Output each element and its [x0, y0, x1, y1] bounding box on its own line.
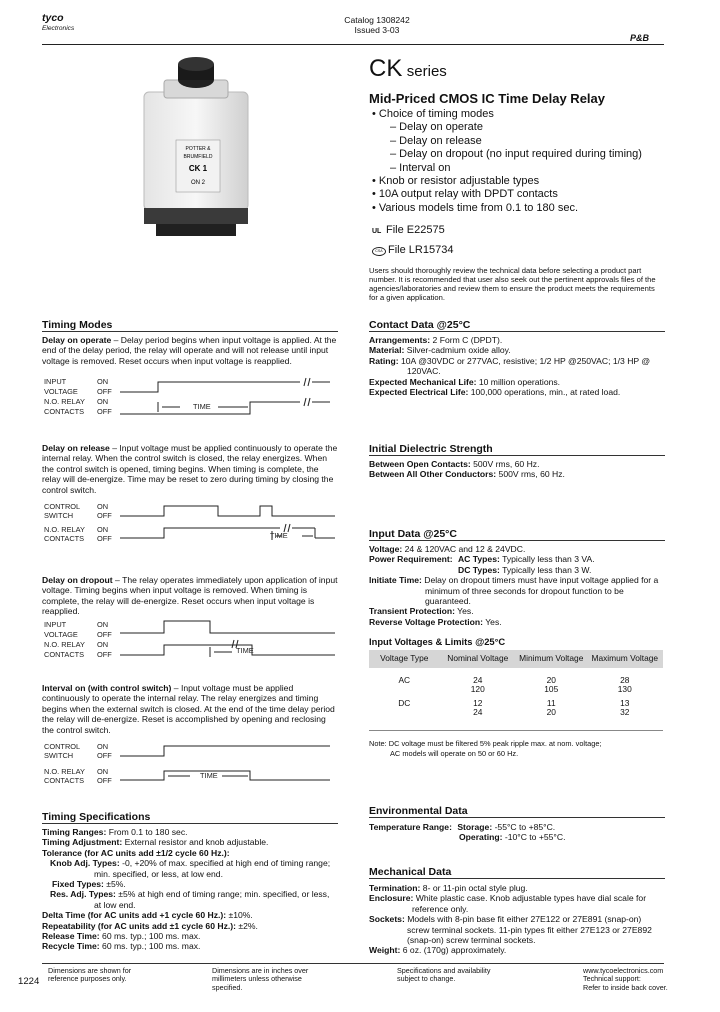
diagram-label: N.O. RELAY: [44, 640, 85, 649]
diagram-label: CONTACTS: [44, 776, 85, 785]
time-label: TIME: [193, 402, 211, 411]
footer-note-3: Specifications and availability subject to change.: [397, 966, 491, 984]
issue-date: Issued 3-03: [354, 25, 400, 35]
diagram-state: ON: [97, 767, 109, 776]
product-title: Mid-Priced CMOS IC Time Delay Relay: [369, 91, 605, 106]
series-heading: [369, 56, 447, 85]
time-label: TIME: [236, 646, 254, 655]
ul-icon: UL: [372, 228, 382, 235]
catalog-number: Catalog 1308242: [344, 15, 410, 25]
section-rule: [369, 455, 665, 456]
timing-modes-title: Timing Modes: [42, 319, 113, 331]
relay-label-line-2: BRUMFIELD: [183, 154, 213, 160]
relay-product-image: [134, 52, 266, 242]
brand-logo: tyco: [42, 12, 64, 24]
relay-label-line-3: CK 1: [188, 164, 208, 173]
footer-note-2: Dimensions are in inches over millimeters unless otherwise specified.: [212, 966, 309, 992]
dielectric-body: Between Open Contacts: 500V rms, 60 Hz. Between All Other Conductors: 500V rms, 60 Hz.: [369, 459, 565, 480]
column-header: Maximum Voltage: [587, 650, 663, 672]
diagram-label: INPUT: [44, 620, 67, 629]
delay-on-operate-diagram: [120, 374, 340, 420]
column-header: Minimum Voltage: [516, 650, 587, 672]
time-label: TIME: [200, 771, 218, 780]
brand-sub: Electronics: [42, 25, 75, 32]
delay-on-release-text: Delay on release – Input voltage must be applied continuously to operate the internal relay. When the control switch is closed, the relay energizes. When the control switch is opened, timing begins. When timing is complete, the relay will de-energize. Time may be reset to zero during timing by closing the control switch.: [42, 443, 338, 495]
diagram-state: OFF: [97, 751, 112, 760]
dielectric-title: Initial Dielectric Strength: [369, 443, 493, 455]
ul-listing: [372, 223, 445, 239]
environmental-body: Temperature Range: Storage: -55°C to +85°C. Operating: -10°C to +55°C.: [369, 822, 566, 843]
delay-on-dropout-diagram: [120, 617, 340, 663]
column-header: Nominal Voltage: [440, 650, 516, 672]
relay-label-line-4: ON 2: [190, 180, 206, 186]
diagram-state: ON: [97, 525, 109, 534]
environmental-title: Environmental Data: [369, 805, 468, 817]
feature-item: – Interval on: [390, 161, 451, 174]
feature-item: – Delay on dropout (no input required during timing): [390, 148, 642, 161]
diagram-state: OFF: [97, 650, 112, 659]
diagram-state: OFF: [97, 534, 112, 543]
interval-on-text: Interval on (with control switch) – Input voltage must be applied continuously to operate the internal relay. The relay energizes and timing begins when the external switch is closed. At the end of the time delay period the relay will de-energize. Reset is accomplished by opening and reclosing the control switch.: [42, 683, 335, 735]
relay-label-line-1: POTTER &: [185, 146, 211, 152]
delay-on-operate-text: Delay on operate – Delay period begins when input voltage is applied. At the end of the delay period, the relay will operate and will not release until input voltage is removed. Reset occurs when input voltage is reapplied.: [42, 335, 337, 366]
contact-data-body: Arrangements: 2 Form C (DPDT). Material: Silver-cadmium oxide alloy. Rating: 10A @30VDC or 277VAC, resistive; 1/2 HP @250VAC; 1/3 HP @ 120VAC. Expected Mechanical Life: 10 million operations. Expected Electrical Life: 100,000 operations, min., at rated load.: [369, 335, 651, 398]
table-cell: 11 20: [516, 697, 587, 718]
diagram-state: ON: [97, 620, 109, 629]
diagram-label: CONTROL: [44, 502, 81, 511]
table-bottom-rule: [369, 730, 663, 731]
interval-on-diagram: [120, 740, 340, 786]
diagram-state: ON: [97, 397, 109, 406]
feature-list: [372, 108, 672, 215]
csa-icon: CSA: [372, 247, 386, 256]
diagram-label: SWITCH: [44, 511, 74, 520]
table-cell: 12 24: [440, 697, 516, 718]
diagram-label: CONTACTS: [44, 650, 85, 659]
input-data-title: Input Data @25°C: [369, 528, 457, 540]
table-cell: 24 120: [470, 674, 485, 695]
limits-note: Note: DC voltage must be filtered 5% peak ripple max. at nom. voltage;: [369, 739, 602, 748]
feature-item: • Choice of timing modes: [372, 108, 494, 120]
diagram-label: N.O. RELAY: [44, 397, 85, 406]
csa-listing: [372, 243, 453, 257]
feature-item: • Various models time from 0.1 to 180 sec.: [372, 201, 579, 214]
contact-data-title: Contact Data @25°C: [369, 319, 471, 331]
table-row: [369, 697, 663, 718]
diagram-label: CONTROL: [44, 742, 81, 751]
table-cell: DC: [369, 697, 440, 718]
footer-note-1: Dimensions are shown for reference purposes only.: [48, 966, 132, 984]
diagram-state: OFF: [97, 630, 112, 639]
section-rule: [42, 331, 338, 332]
series-word: series: [406, 63, 447, 80]
delay-on-release-diagram: [120, 500, 340, 546]
section-rule: [42, 823, 338, 824]
advisory-note: Users should thoroughly review the technical data before selecting a product part number. It is recommended that user also seek out the pertinent approvals files of the agencies/laboratories and review them to ensure the product meets the requirements for a given application.: [369, 266, 656, 302]
timing-specs-title: Timing Specifications: [42, 811, 151, 823]
section-rule: [369, 331, 665, 332]
column-header: Voltage Type: [369, 650, 440, 672]
diagram-label: N.O. RELAY: [44, 767, 85, 776]
feature-item: – Delay on operate: [390, 121, 483, 134]
section-rule: [369, 878, 665, 879]
feature-item: – Delay on release: [390, 134, 482, 147]
header-rule: [42, 44, 664, 45]
diagram-label: INPUT: [44, 377, 67, 386]
diagram-label: CONTACTS: [44, 407, 85, 416]
footer-rule: [42, 963, 664, 964]
voltage-limits-table: [369, 650, 663, 718]
limits-note-2: AC models will operate on 50 or 60 Hz.: [390, 749, 519, 758]
diagram-label: SWITCH: [44, 751, 74, 760]
diagram-state: ON: [97, 742, 109, 751]
limits-title: Input Voltages & Limits @25°C: [369, 636, 506, 647]
table-cell: 13 32: [587, 697, 663, 718]
input-data-body: Voltage: 24 & 120VAC and 12 & 24VDC. Power Requirement: AC Types: Typically less than 3 VA. DC Types: Typically less than 3 W. Initiate Time: Delay on dropout timers must have input voltage applied for a minimum of three seconds for dropout function to be guaranteed. Transient Protection: Yes. Reverse Voltage Protection: Yes.: [369, 544, 659, 627]
table-cell: AC: [398, 674, 411, 685]
page-number: 1224: [18, 976, 40, 987]
feature-item: • 10A output relay with DPDT contacts: [372, 188, 558, 201]
series-code: CK: [369, 55, 403, 82]
diagram-state: OFF: [97, 387, 112, 396]
diagram-state: ON: [97, 640, 109, 649]
table-cell: 20 105: [544, 674, 559, 695]
diagram-label: CONTACTS: [44, 534, 85, 543]
diagram-label: N.O. RELAY: [44, 525, 85, 534]
diagram-state: OFF: [97, 776, 112, 785]
feature-item: • Knob or resistor adjustable types: [372, 175, 540, 188]
table-cell: 28 130: [617, 674, 632, 695]
pb-logo: P&B: [630, 33, 650, 43]
csa-file-number: File LR15734: [388, 244, 454, 256]
diagram-label: VOLTAGE: [44, 387, 78, 396]
table-row: [369, 672, 663, 697]
diagram-label: VOLTAGE: [44, 630, 78, 639]
diagram-state: ON: [97, 502, 109, 511]
ul-file-number: File E22575: [386, 224, 445, 236]
mechanical-body: Termination: 8- or 11-pin octal style plug. Enclosure: White plastic case. Knob adjustable types have dial scale for reference only. Sockets: Models with 8-pin base fit either 27E122 or 27E891 (snap-on) screw terminal sockets. 11-pin types fit either 27E123 or 27E892 (snap-on) screw terminal sockets. Weight: 6 oz. (170g) approximately.: [369, 883, 652, 956]
delay-on-dropout-text: Delay on dropout – The relay operates immediately upon application of input voltage. Timing begins when input voltage is removed. When timing is complete, the relay will de-energize. Reset occurs when input voltage is reapplied.: [42, 575, 338, 617]
time-label: TIME: [270, 531, 288, 540]
diagram-state: OFF: [97, 511, 112, 520]
footer-note-4: www.tycoelectronics.com Technical support: Refer to inside back cover.: [583, 966, 668, 992]
diagram-state: OFF: [97, 407, 112, 416]
mechanical-title: Mechanical Data: [369, 866, 452, 878]
timing-specs-body: Timing Ranges: From 0.1 to 180 sec. Timing Adjustment: External resistor and knob adjustable. Tolerance (for AC units add ±1/2 cycle 60 Hz.): Knob Adj. Types: -0, +20% of max. specified at high end of timing range; min. specified, or less, at low end. Fixed Types: ±5%. Res. Adj. Types: ±5% at high end of timing range; min. specified, or less, at low end. Delta Time (for AC units add +1 cycle 60 Hz.): ±10%. Repeatability (for AC units add ±1 cycle 60 Hz.): ±2%. Release Time: 60 ms. typ.; 100 ms. max. Recycle Time: 60 ms. typ.; 100 ms. max.: [42, 827, 331, 952]
section-rule: [369, 540, 665, 541]
section-rule: [369, 817, 665, 818]
diagram-state: ON: [97, 377, 109, 386]
